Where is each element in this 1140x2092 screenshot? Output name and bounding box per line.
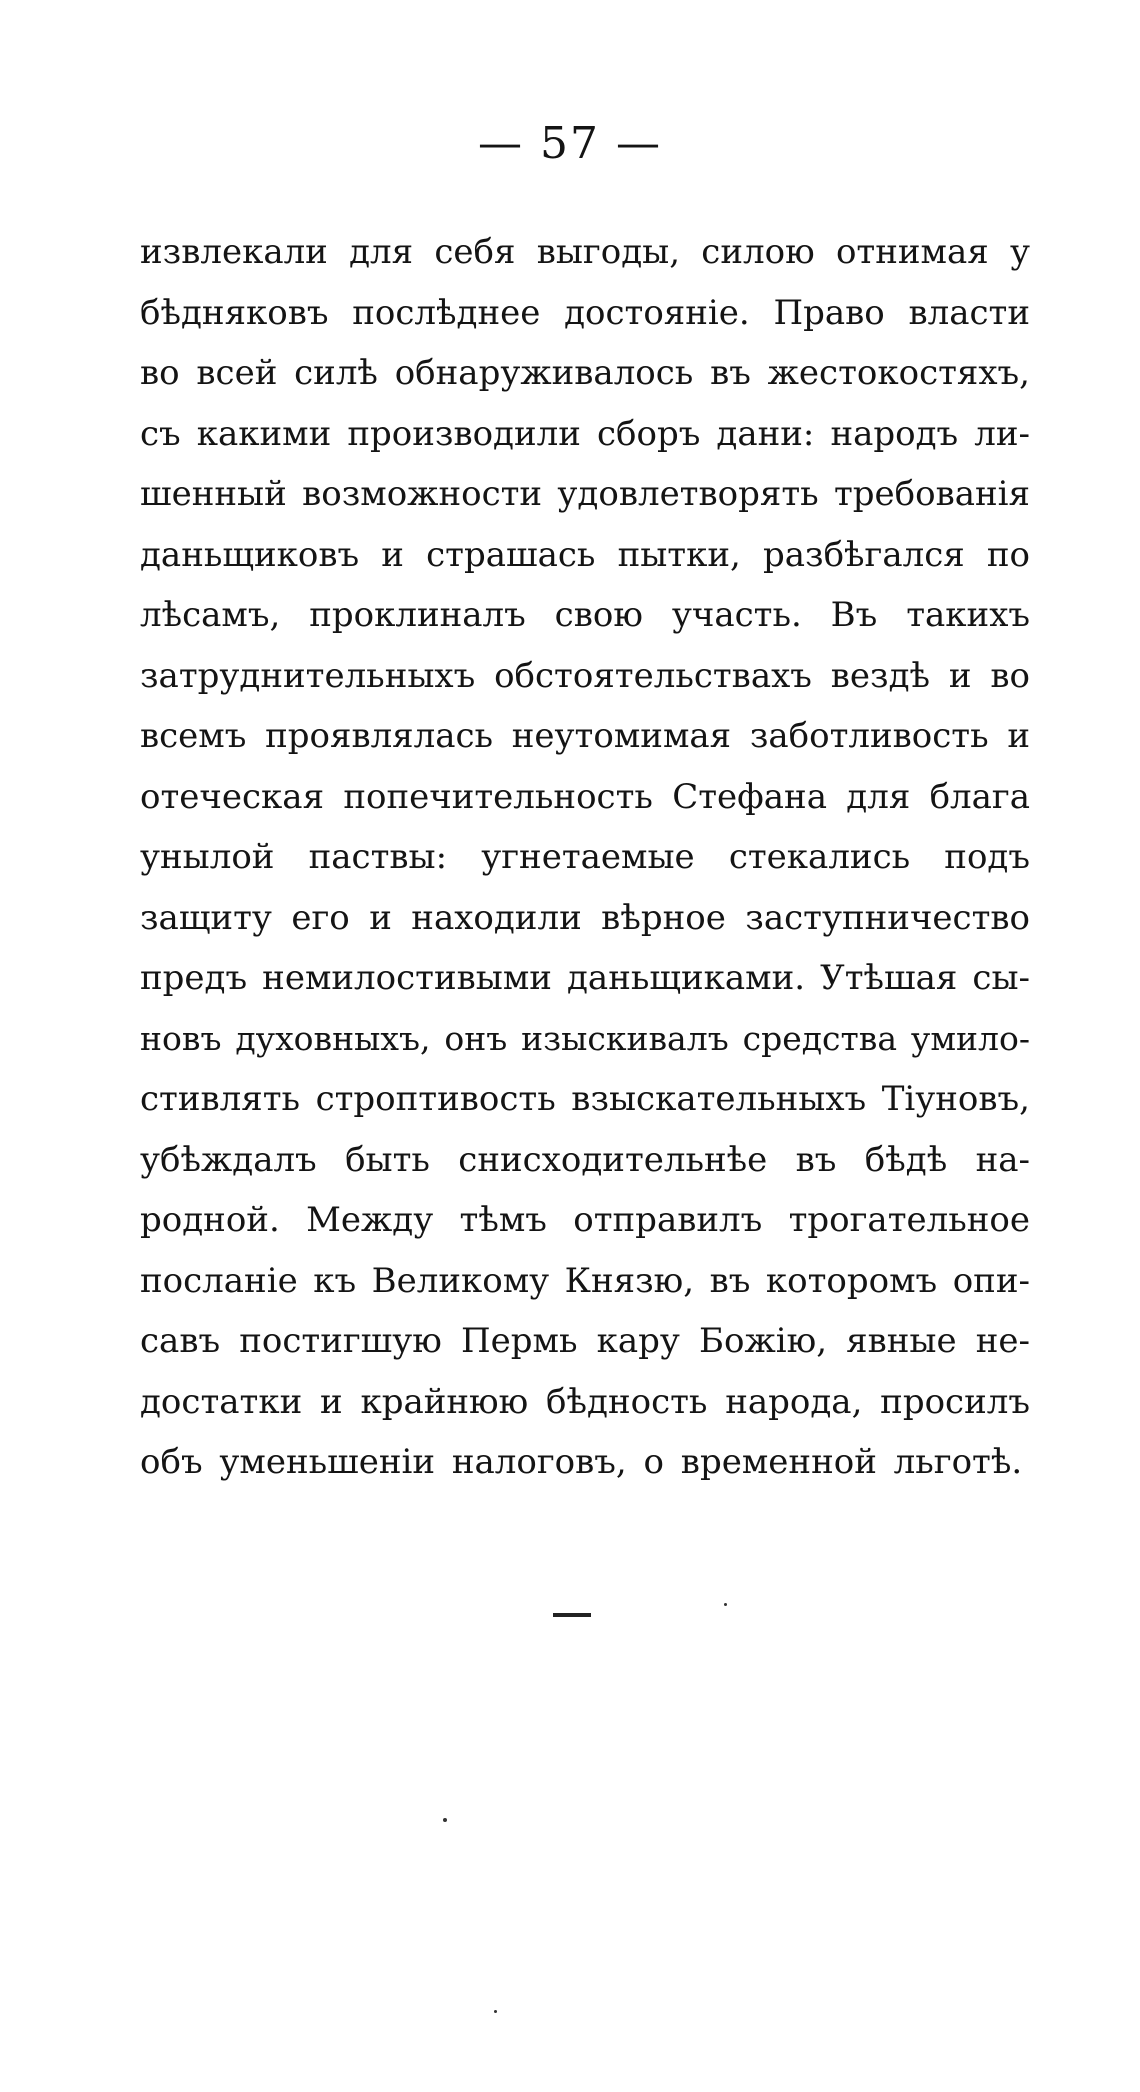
text-line: съ какими производили сборъ дани: народъ ли- <box>140 413 1030 454</box>
scan-speck <box>494 2010 497 2013</box>
text-line: шенный возможности удовлетворять требованiя <box>140 474 1030 514</box>
text-line: объ уменьшенiи налоговъ, о временной льготѣ. <box>140 1442 1023 1482</box>
scan-speck <box>443 1818 447 1822</box>
text-line: бѣдняковъ послѣднее достоянie. Право власти <box>140 292 1030 333</box>
text-line: лѣсамъ, проклиналъ свою участь. Въ такихъ <box>140 595 1030 635</box>
text-line: предъ немилостивыми даньщиками. Утѣшая сы- <box>140 958 1030 998</box>
text-line: затруднительныхъ обстоятельствахъ вездѣ и во <box>140 655 1030 696</box>
text-line: стивлять строптивость взыскательныхъ Тiуновъ, <box>140 1079 1030 1119</box>
text-line: извлекали для себя выгоды, силою отнимая у <box>140 232 1030 272</box>
text-line: всемъ проявлялась неутомимая заботливость и <box>140 716 1030 756</box>
text-line: достатки и крайнюю бѣдность народа, просилъ <box>140 1381 1030 1422</box>
scan-speck <box>724 1603 727 1606</box>
text-line: посланiе къ Великому Князю, въ которомъ опи- <box>140 1260 1030 1301</box>
text-line: отеческая попечительность Стефана для блага <box>140 776 1030 817</box>
text-line: убѣждалъ быть снисходительнѣе въ бѣдѣ на- <box>140 1139 1030 1180</box>
page-number: — 57 — <box>478 118 662 169</box>
body-text <box>140 222 1030 1493</box>
text-line: родной. Между тѣмъ отправилъ трогательное <box>140 1200 1030 1240</box>
text-line: савъ постигшую Пермь кару Божiю, явные не- <box>140 1321 1030 1361</box>
text-line: защиту его и находили вѣрное заступничество <box>140 897 1030 938</box>
text-line: новъ духовныхъ, онъ изыскивалъ средства умило- <box>140 1018 1030 1058</box>
end-dash-mark <box>553 1613 591 1617</box>
text-line: даньщиковъ и страшась пытки, разбѣгался по <box>140 534 1030 575</box>
text-line: во всей силѣ обнаруживалось въ жестокостяхъ, <box>140 353 1030 393</box>
text-line: унылой паствы: угнетаемые стекались подъ <box>140 837 1030 877</box>
